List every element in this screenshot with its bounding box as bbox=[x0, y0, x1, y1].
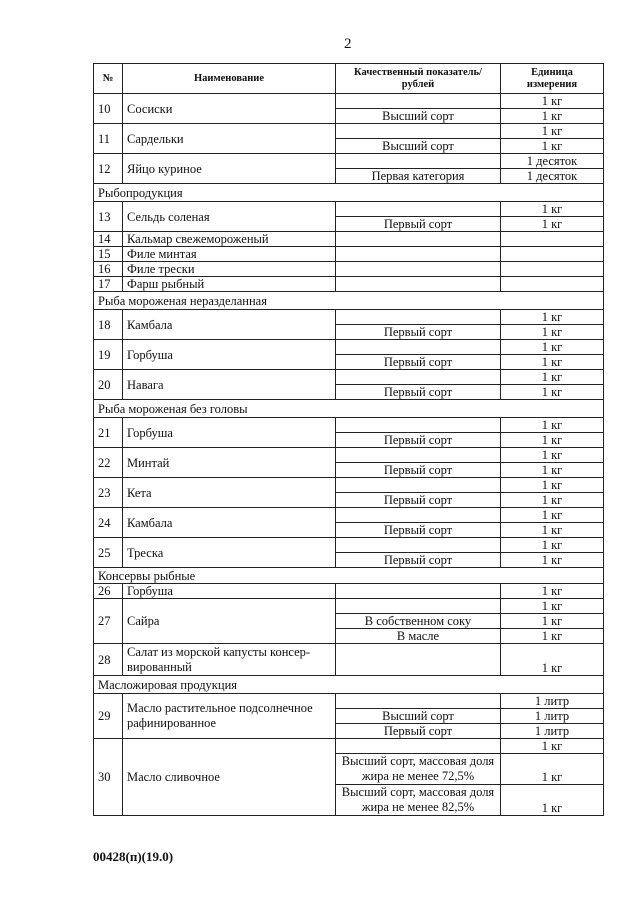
row-name: Горбуша bbox=[123, 340, 336, 370]
page-number: 2 bbox=[344, 36, 352, 52]
table-row bbox=[94, 739, 604, 754]
row-quality: Первый сорт bbox=[336, 385, 501, 400]
row-unit bbox=[501, 262, 604, 277]
row-num: 21 bbox=[94, 418, 123, 448]
table-row bbox=[94, 584, 604, 599]
section-title: Масложировая продукция bbox=[94, 676, 604, 694]
row-quality: Первый сорт bbox=[336, 217, 501, 232]
row-unit: 1 кг bbox=[501, 463, 604, 478]
row-num: 29 bbox=[94, 694, 123, 739]
header-num: № bbox=[94, 64, 123, 94]
table-row bbox=[94, 599, 604, 614]
row-name: Треска bbox=[123, 538, 336, 568]
row-name: Сельдь соленая bbox=[123, 202, 336, 232]
row-quality: Первый сорт bbox=[336, 724, 501, 739]
row-unit: 1 литр bbox=[501, 724, 604, 739]
section-title: Рыбопродукция bbox=[94, 184, 604, 202]
row-num: 20 bbox=[94, 370, 123, 400]
row-num: 26 bbox=[94, 584, 123, 599]
row-name: Масло растительное подсолнечное рафинированное bbox=[123, 694, 336, 739]
row-quality bbox=[336, 584, 501, 599]
section-row bbox=[94, 400, 604, 418]
row-unit: 1 кг bbox=[501, 94, 604, 109]
row-unit: 1 кг bbox=[501, 202, 604, 217]
row-unit: 1 литр bbox=[501, 709, 604, 724]
row-name: Горбуша bbox=[123, 584, 336, 599]
header-quality: Качественный показатель/рублей bbox=[336, 64, 501, 94]
header-name: Наименование bbox=[123, 64, 336, 94]
row-num: 27 bbox=[94, 599, 123, 644]
row-name: Сосиски bbox=[123, 94, 336, 124]
section-title: Консервы рыбные bbox=[94, 568, 604, 584]
row-num: 18 bbox=[94, 310, 123, 340]
row-quality: Высший сорт bbox=[336, 709, 501, 724]
row-quality bbox=[336, 739, 501, 754]
row-unit: 1 кг bbox=[501, 538, 604, 553]
row-unit: 1 кг bbox=[501, 493, 604, 508]
section-row bbox=[94, 184, 604, 202]
row-unit: 1 кг bbox=[501, 448, 604, 463]
row-unit: 1 кг bbox=[501, 629, 604, 644]
row-num: 11 bbox=[94, 124, 123, 154]
row-unit: 1 кг bbox=[501, 385, 604, 400]
table-row bbox=[94, 644, 604, 676]
row-unit: 1 кг bbox=[501, 370, 604, 385]
row-unit: 1 кг bbox=[501, 340, 604, 355]
row-name: Филе трески bbox=[123, 262, 336, 277]
row-quality: В масле bbox=[336, 629, 501, 644]
row-num: 23 bbox=[94, 478, 123, 508]
row-quality bbox=[336, 94, 501, 109]
table-row bbox=[94, 694, 604, 709]
row-num: 17 bbox=[94, 277, 123, 292]
row-unit: 1 кг bbox=[501, 217, 604, 232]
row-name: Фарш рыбный bbox=[123, 277, 336, 292]
row-unit bbox=[501, 277, 604, 292]
row-unit: 1 десяток bbox=[501, 169, 604, 184]
row-quality bbox=[336, 508, 501, 523]
table-row bbox=[94, 418, 604, 433]
table-row bbox=[94, 277, 604, 292]
table-row bbox=[94, 247, 604, 262]
row-unit: 1 кг bbox=[501, 433, 604, 448]
table-row bbox=[94, 202, 604, 217]
row-num: 30 bbox=[94, 739, 123, 816]
row-num: 10 bbox=[94, 94, 123, 124]
row-name: Горбуша bbox=[123, 418, 336, 448]
row-unit: 1 кг bbox=[501, 785, 604, 816]
row-quality bbox=[336, 478, 501, 493]
row-unit: 1 кг bbox=[501, 644, 604, 676]
row-quality bbox=[336, 310, 501, 325]
row-quality: Высший сорт bbox=[336, 109, 501, 124]
row-unit bbox=[501, 232, 604, 247]
row-quality bbox=[336, 202, 501, 217]
table-row bbox=[94, 538, 604, 553]
row-name: Масло сливочное bbox=[123, 739, 336, 816]
row-quality bbox=[336, 277, 501, 292]
price-table bbox=[93, 63, 604, 816]
row-quality: Высший сорт bbox=[336, 139, 501, 154]
row-name: Камбала bbox=[123, 310, 336, 340]
row-quality: Первый сорт bbox=[336, 523, 501, 538]
row-unit: 1 кг bbox=[501, 478, 604, 493]
row-unit bbox=[501, 247, 604, 262]
row-unit: 1 литр bbox=[501, 694, 604, 709]
row-quality: Высший сорт, массовая доля жира не менее 82,5% bbox=[336, 785, 501, 816]
table-row bbox=[94, 370, 604, 385]
row-quality bbox=[336, 370, 501, 385]
document-code: 00428(п)(19.0) bbox=[93, 849, 174, 864]
table-row bbox=[94, 478, 604, 493]
row-quality bbox=[336, 538, 501, 553]
table-row bbox=[94, 154, 604, 169]
table-row bbox=[94, 232, 604, 247]
section-title: Рыба мороженая без головы bbox=[94, 400, 604, 418]
row-quality: Первый сорт bbox=[336, 553, 501, 568]
row-quality bbox=[336, 247, 501, 262]
section-row bbox=[94, 676, 604, 694]
row-unit: 1 кг bbox=[501, 508, 604, 523]
table-row bbox=[94, 340, 604, 355]
row-num: 12 bbox=[94, 154, 123, 184]
section-row bbox=[94, 292, 604, 310]
row-quality: Высший сорт, массовая доля жира не менее 72,5% bbox=[336, 754, 501, 785]
row-name: Минтай bbox=[123, 448, 336, 478]
row-unit: 1 кг bbox=[501, 325, 604, 340]
row-quality: Первый сорт bbox=[336, 325, 501, 340]
row-unit: 1 кг bbox=[501, 584, 604, 599]
row-unit: 1 кг bbox=[501, 523, 604, 538]
row-unit: 1 кг bbox=[501, 599, 604, 614]
row-num: 16 bbox=[94, 262, 123, 277]
row-name: Салат из морской капусты консер-вированный bbox=[123, 644, 336, 676]
row-quality bbox=[336, 262, 501, 277]
row-unit: 1 кг bbox=[501, 109, 604, 124]
row-unit: 1 десяток bbox=[501, 154, 604, 169]
row-unit: 1 кг bbox=[501, 553, 604, 568]
row-unit: 1 кг bbox=[501, 139, 604, 154]
row-quality: Первый сорт bbox=[336, 355, 501, 370]
header-row bbox=[94, 64, 604, 94]
row-unit: 1 кг bbox=[501, 124, 604, 139]
row-name: Навага bbox=[123, 370, 336, 400]
row-unit: 1 кг bbox=[501, 355, 604, 370]
row-num: 19 bbox=[94, 340, 123, 370]
row-name: Сайра bbox=[123, 599, 336, 644]
row-num: 24 bbox=[94, 508, 123, 538]
row-quality bbox=[336, 644, 501, 676]
row-quality: Первая категория bbox=[336, 169, 501, 184]
row-unit: 1 кг bbox=[501, 754, 604, 785]
row-name: Кета bbox=[123, 478, 336, 508]
row-unit: 1 кг bbox=[501, 418, 604, 433]
table-row bbox=[94, 310, 604, 325]
row-quality bbox=[336, 124, 501, 139]
row-name: Филе минтая bbox=[123, 247, 336, 262]
row-quality bbox=[336, 694, 501, 709]
table-row bbox=[94, 262, 604, 277]
row-num: 15 bbox=[94, 247, 123, 262]
section-row bbox=[94, 568, 604, 584]
row-quality: Первый сорт bbox=[336, 433, 501, 448]
row-num: 13 bbox=[94, 202, 123, 232]
row-num: 25 bbox=[94, 538, 123, 568]
row-quality bbox=[336, 448, 501, 463]
table-row bbox=[94, 508, 604, 523]
table-row bbox=[94, 94, 604, 109]
row-quality: Первый сорт bbox=[336, 493, 501, 508]
row-quality bbox=[336, 599, 501, 614]
row-quality bbox=[336, 154, 501, 169]
section-title: Рыба мороженая неразделанная bbox=[94, 292, 604, 310]
table-row bbox=[94, 124, 604, 139]
row-quality bbox=[336, 232, 501, 247]
row-name: Кальмар свежемороженый bbox=[123, 232, 336, 247]
row-quality bbox=[336, 340, 501, 355]
row-quality: Первый сорт bbox=[336, 463, 501, 478]
row-unit: 1 кг bbox=[501, 614, 604, 629]
row-name: Сардельки bbox=[123, 124, 336, 154]
row-name: Камбала bbox=[123, 508, 336, 538]
row-num: 22 bbox=[94, 448, 123, 478]
header-unit: Единица измерения bbox=[501, 64, 604, 94]
row-unit: 1 кг bbox=[501, 310, 604, 325]
row-unit: 1 кг bbox=[501, 739, 604, 754]
row-quality: В собственном соку bbox=[336, 614, 501, 629]
row-num: 14 bbox=[94, 232, 123, 247]
row-num: 28 bbox=[94, 644, 123, 676]
row-name: Яйцо куриное bbox=[123, 154, 336, 184]
row-quality bbox=[336, 418, 501, 433]
table-row bbox=[94, 448, 604, 463]
